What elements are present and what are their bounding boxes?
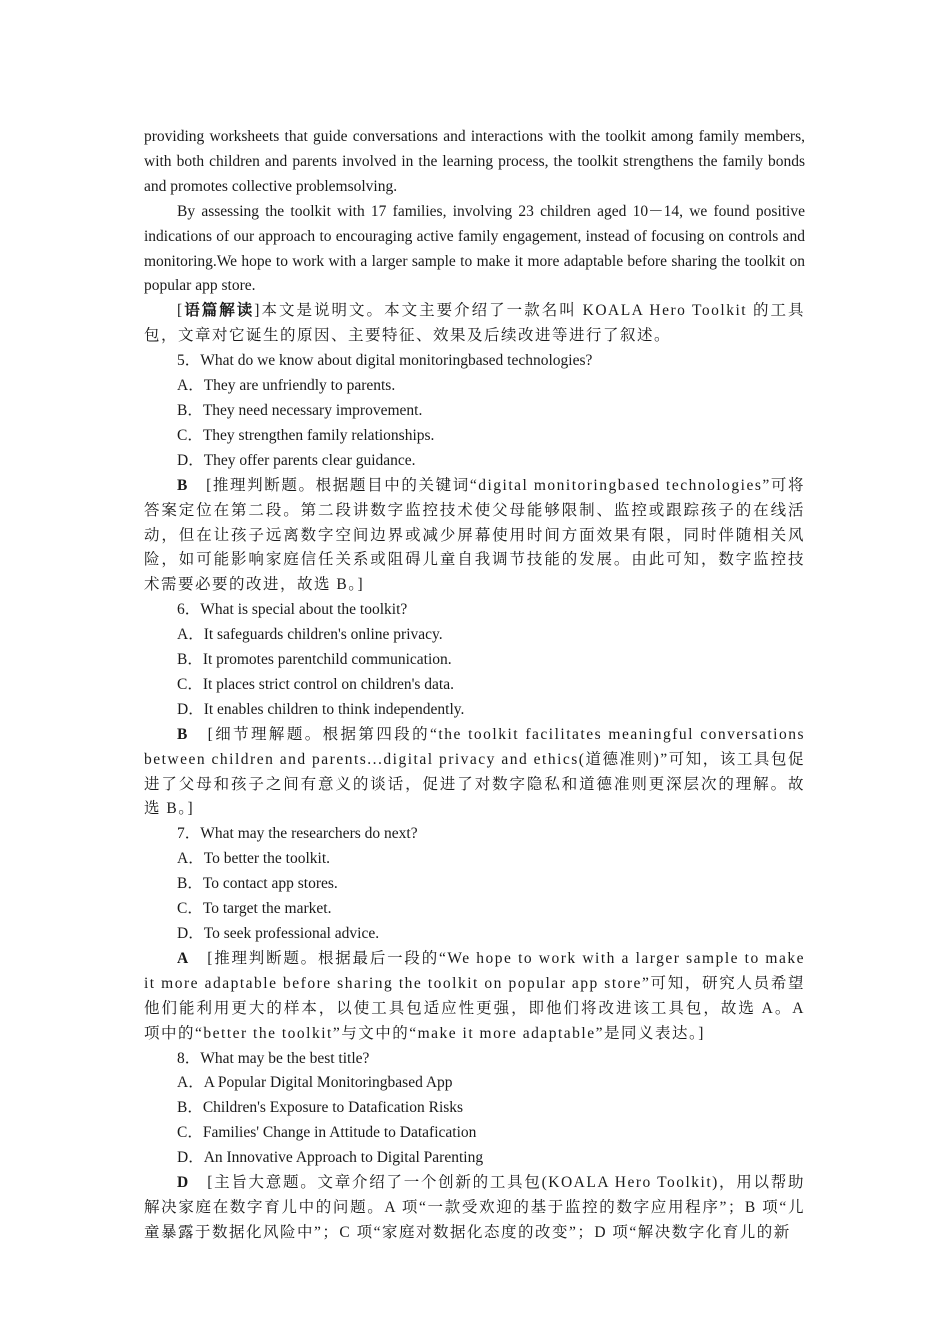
option-d: D．They offer parents clear guidance. [177, 451, 416, 469]
analysis-label: 语篇解读 [183, 302, 255, 320]
question-stem: 5．What do we know about digital monitoringbased technologies? [177, 352, 593, 370]
answer-explanation [144, 723, 805, 823]
question-stem: 8．What may be the best title? [177, 1049, 370, 1067]
option-a: A．It safeguards children's online privacy. [177, 626, 443, 644]
answer-letter: B [177, 476, 189, 494]
option-b: B．Children's Exposure to Datafication Risks [177, 1099, 464, 1117]
passage-paragraph-2: By assessing the toolkit with 17 families, involving 23 children aged 10－14, we found positive indications of our approach to encouraging active family engagement, instead of focusing on controls and monitoring.We hope to work with a larger sample to make it more adaptable before sharing the toolkit on popular app store. [144, 202, 805, 295]
option-a: A．They are unfriendly to parents. [177, 377, 396, 395]
question-stem: 7．What may the researchers do next? [177, 825, 418, 843]
option-d: D．An Innovative Approach to Digital Parenting [177, 1149, 484, 1167]
option-b: B．They need necessary improvement. [177, 401, 423, 419]
explanation-text: [推理判断题。根据最后一段的“We hope to work with a larger sample to make it more adaptable before sharing the toolkit on popular app store”可知，研究人员希望他们能利用更大的样本，以使工具包适应性更强，即他们将改进该工具包，故选 A。A 项中的“better the toolkit”与文中的“make it more adaptable”是同义表达。] [144, 949, 805, 1042]
option-c: C．To target the market. [177, 900, 332, 918]
question-stem: 6．What is special about the toolkit? [177, 601, 408, 619]
answer-explanation [144, 474, 805, 599]
option-d: D．To seek professional advice. [177, 925, 380, 942]
question-5 [144, 349, 805, 598]
question-8 [144, 1047, 805, 1246]
option-c: C．It places strict control on children's data. [177, 675, 454, 693]
option-a: A．To better the toolkit. [177, 850, 331, 868]
passage-analysis: [语篇解读]本文是说明文。本文主要介绍了一款名叫 KOALA Hero Toolkit 的工具包，文章对它诞生的原因、主要特征、效果及后续改进等进行了叙述。 [144, 302, 805, 345]
option-d: D．It enables children to think independently. [177, 700, 465, 718]
option-b: B．It promotes parentchild communication. [177, 651, 452, 669]
document-page [144, 125, 805, 1246]
answer-explanation [144, 1171, 805, 1246]
answer-explanation [144, 947, 805, 1047]
analysis-text: 本文是说明文。本文主要介绍了一款名叫 KOALA Hero Toolkit 的工具包，文章对它诞生的原因、主要特征、效果及后续改进等进行了叙述。 [144, 302, 805, 345]
question-7 [144, 822, 805, 1046]
option-b: B．To contact app stores. [177, 875, 338, 893]
answer-letter: A [177, 949, 190, 967]
option-c: C．Families' Change in Attitude to Datafication [177, 1124, 477, 1142]
answer-letter: D [177, 1174, 190, 1192]
explanation-text: [细节理解题。根据第四段的“the toolkit facilitates meaningful conversations between children and parents...digital privacy and ethics(道德准则)”可知，该工具包促进了父母和孩子之间有意义的谈话，促进了对数字隐私和道德准则更深层次的理解。故选 B。] [144, 725, 805, 818]
option-a: A．A Popular Digital Monitoringbased App [177, 1074, 453, 1092]
question-6 [144, 598, 805, 822]
explanation-text: [推理判断题。根据题目中的关键词“digital monitoringbased technologies”可将答案定位在第二段。第二段讲数字监控技术使父母能够限制、监控或跟踪孩子的在线活动，但在让孩子远离数字空间边界或减少屏幕使用时间方面效果有限，同时伴随相关风险，如可能影响家庭信任关系或阻碍儿童自我调节技能的发展。由此可知，数字监控技术需要必要的改进，故选 B。] [144, 476, 805, 594]
answer-letter: B [177, 725, 189, 743]
passage-paragraph-1: providing worksheets that guide conversations and interactions with the toolkit among family members, with both children and parents involved in the learning process, the toolkit strengthens the family bonds and promotes collective problemsolving. [144, 128, 805, 195]
explanation-text: [主旨大意题。文章介绍了一个创新的工具包(KOALA Hero Toolkit)，用以帮助解决家庭在数字育儿中的问题。A 项“一款受欢迎的基于监控的数字应用程序”；B 项“儿童暴露于数据化风险中”；C 项“家庭对数据化态度的改变”；D 项“解决数字化育儿的新 [144, 1174, 805, 1241]
option-c: C．They strengthen family relationships. [177, 426, 435, 444]
